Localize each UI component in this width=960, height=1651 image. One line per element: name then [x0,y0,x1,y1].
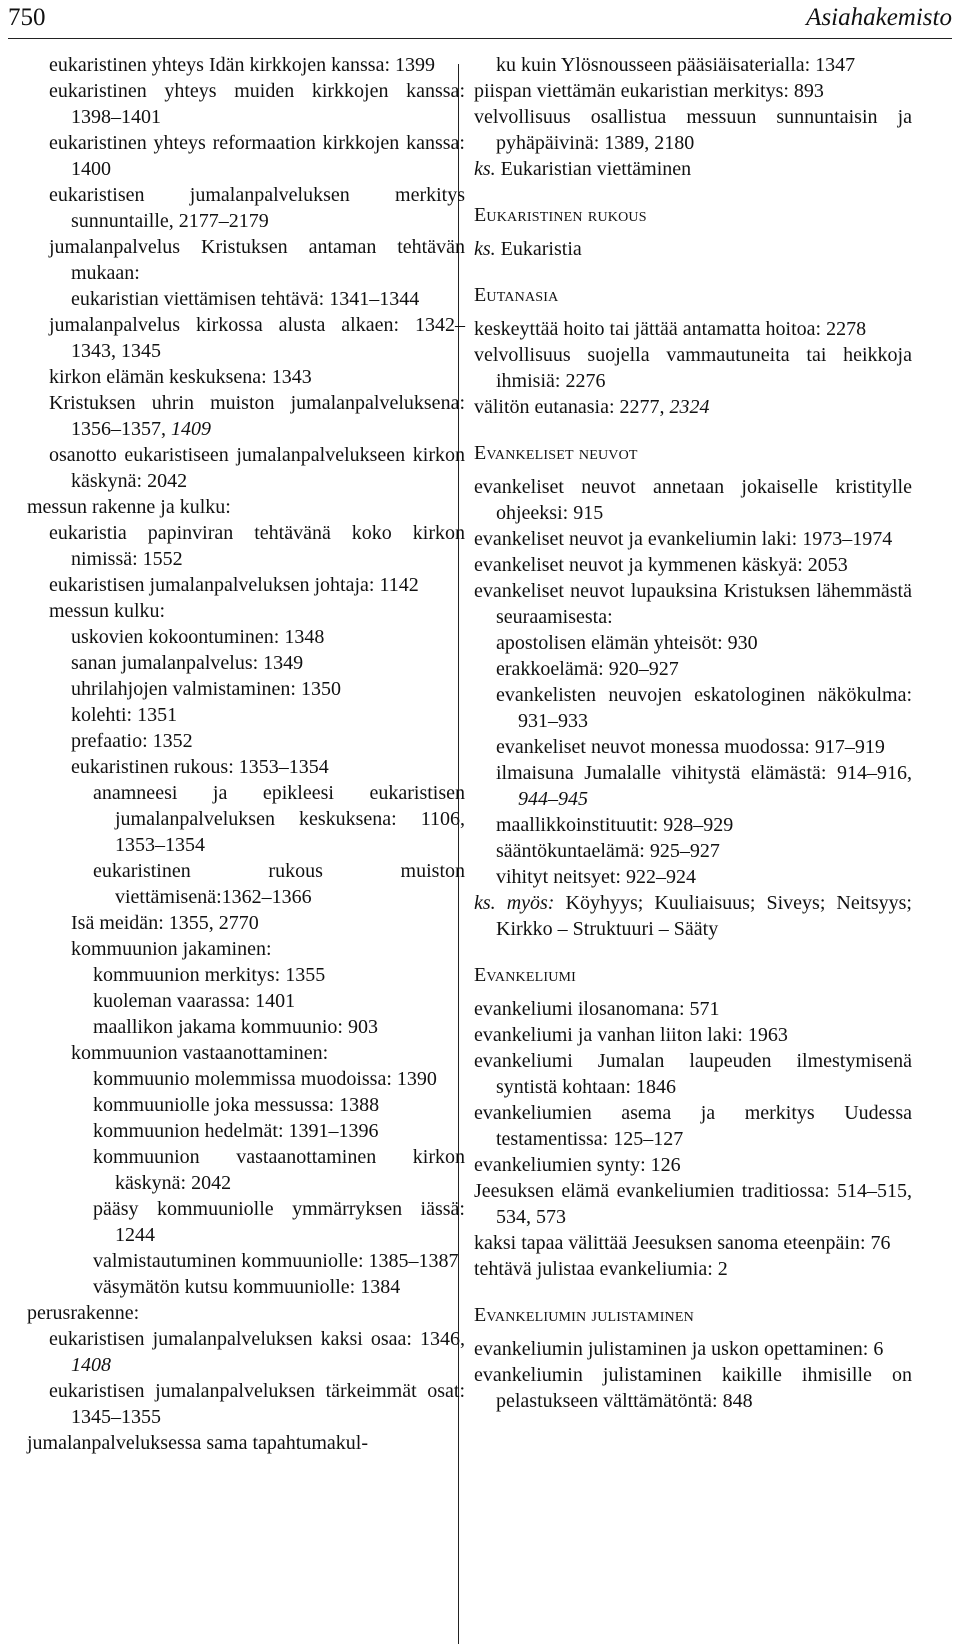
index-entry [27,858,465,910]
index-entry [474,342,912,394]
index-entry [27,702,465,728]
index-entry [474,316,912,342]
index-entry-text: Köyhyys; Kuuliaisuus; Siveys; Neitsyys; Kirkko – Struktuuri – Sääty [496,892,912,940]
index-entry [27,754,465,780]
index-entry [27,494,465,520]
index-entry-italic-text: 1409 [171,418,211,440]
index-entry [27,988,465,1014]
index-entry-text: evankeliumin julistaminen ja uskon opettaminen: 6 [474,1338,884,1360]
index-entry-text: evankelisten neuvojen eskatologinen näkökulma: 931–933 [496,684,912,732]
index-entry [27,598,465,624]
index-entry [474,52,912,78]
index-entry-text: kommuunion merkitys: 1355 [93,964,326,986]
index-entry-text: vihityt neitsyet: 922–924 [496,866,696,888]
index-entry-text: evankeliumien synty: 126 [474,1154,681,1176]
index-entry [27,312,465,364]
index-entry-text: kommuunio molemmissa muodoissa: 1390 [93,1068,437,1090]
index-entry-text: maallikon jakama kommuunio: 903 [93,1016,378,1038]
index-entry [474,1100,912,1152]
index-entry [474,996,912,1022]
index-entry-text: eukaristinen yhteys muiden kirkkojen kanssa: 1398–1401 [49,80,465,128]
index-entry-text: uskovien kokoontuminen: 1348 [71,626,325,648]
index-entry-text: Kristuksen uhrin muiston jumalanpalveluksena: 1356–1357, [49,392,465,440]
index-entry [27,1040,465,1066]
index-column-right [474,52,912,1414]
index-entry [27,650,465,676]
index-entry [27,676,465,702]
index-entry-text: pääsy kommuuniolle ymmärryksen iässä: 1244 [93,1198,465,1246]
index-entry-text: ku kuin Ylösnousseen pääsiäisaterialla: 1347 [496,54,856,76]
index-entry-text: jumalanpalvelus kirkossa alusta alkaen: 1342–1343, 1345 [49,314,465,362]
index-entry [474,890,912,942]
index-entry [474,156,912,182]
index-entry [474,1230,912,1256]
index-entry [27,182,465,234]
index-entry-text: velvollisuus suojella vammautuneita tai heikkoja ihmisiä: 2276 [474,344,912,392]
index-entry [27,1248,465,1274]
index-entry [474,394,912,420]
index-heading: Eukaristinen rukous [474,204,647,226]
index-entry [474,630,912,656]
index-entry-text: jumalanpalveluksessa sama tapahtumakul- [27,1432,369,1454]
index-entry [27,624,465,650]
index-entry-text: evankeliset neuvot lupauksina Kristuksen lähemmästä seuraamisesta: [474,580,912,628]
index-entry [474,1362,912,1414]
index-entry [474,682,912,734]
index-entry-text: osanotto eukaristiseen jumalanpalvelukseen kirkon käskynä: 2042 [49,444,465,492]
index-entry-text: valmistautuminen kommuuniolle: 1385–1387 [93,1250,459,1272]
index-entry [27,1430,465,1456]
index-entry-text: evankeliset neuvot annetaan jokaiselle kristitylle ohjeeksi: 915 [474,476,912,524]
index-entry [27,1326,465,1378]
index-entry [27,286,465,312]
index-heading: Evankeliset neuvot [474,442,638,464]
index-entry [474,1048,912,1100]
page-header [8,4,952,39]
index-entry-text: kommuunion jakaminen: [71,938,272,960]
index-entry-text: välitön eutanasia: 2277, [474,396,670,418]
index-entry [27,1378,465,1430]
index-entry-text: evankeliumi Jumalan laupeuden ilmestymisenä syntistä kohtaan: 1846 [474,1050,912,1098]
index-entry [27,130,465,182]
index-entry [27,234,465,286]
index-entry-text: kommuuniolle joka messussa: 1388 [93,1094,380,1116]
index-entry-text: apostolisen elämän yhteisöt: 930 [496,632,758,654]
index-entry [27,728,465,754]
index-entry [27,520,465,572]
index-entry-text: eukaristisen jumalanpalveluksen kaksi osaa: 1346, [49,1328,465,1350]
index-entry [474,1178,912,1230]
index-entry-text: piispan viettämän eukaristian merkitys: 893 [474,80,824,102]
index-entry [474,838,912,864]
index-entry [27,1118,465,1144]
index-entry-text: evankeliumin julistaminen kaikille ihmisille on pelastukseen välttämätöntä: 848 [474,1364,912,1412]
index-entry-text: evankeliumi ja vanhan liiton laki: 1963 [474,1024,788,1046]
index-entry-text: kuoleman vaarassa: 1401 [93,990,296,1012]
index-entry-italic-text: ks. myös: [474,892,555,914]
index-entry-text: Jeesuksen elämä evankeliumien traditiossa: 514–515, 534, 573 [474,1180,912,1228]
index-entry [474,656,912,682]
index-entry-italic-text: 944–945 [518,788,588,810]
index-entry-text: eukaristian viettämisen tehtävä: 1341–1344 [71,288,420,310]
index-entry-text: kommuunion hedelmät: 1391–1396 [93,1120,379,1142]
index-entry [27,1144,465,1196]
index-entry-text: velvollisuus osallistua messuun sunnuntaisin ja pyhäpäivinä: 1389, 2180 [474,106,912,154]
index-entry-text: kirkon elämän keskuksena: 1343 [49,366,312,388]
index-entry [27,962,465,988]
index-entry [474,236,912,262]
index-entry-text: maallikkoinstituutit: 928–929 [496,814,734,836]
index-entry [27,936,465,962]
index-entry-text: Eukaristia [495,238,582,260]
index-entry-text: eukaristinen yhteys reformaation kirkkojen kanssa: 1400 [49,132,465,180]
index-entry [474,760,912,812]
index-heading: Evankeliumin julistaminen [474,1304,694,1326]
index-entry-text: perusrakenne: [27,1302,140,1324]
index-entry [474,734,912,760]
index-entry-text: kolehti: 1351 [71,704,178,726]
index-entry [27,780,465,858]
index-entry-text: uhrilahjojen valmistaminen: 1350 [71,678,341,700]
index-entry [474,1152,912,1178]
index-entry [27,1014,465,1040]
index-entry-text: eukaristinen yhteys Idän kirkkojen kanssa: 1399 [49,54,436,76]
index-entry-text: sanan jumalanpalvelus: 1349 [71,652,304,674]
index-heading: Eutanasia [474,284,559,306]
index-entry-text: jumalanpalvelus Kristuksen antaman tehtävän mukaan: [49,236,465,284]
index-entry-text: evankeliset neuvot ja kymmenen käskyä: 2053 [474,554,848,576]
index-entry-text: Eukaristian viettäminen [495,158,692,180]
index-entry-text: eukaristinen rukous: 1353–1354 [71,756,329,778]
index-entry [474,552,912,578]
index-entry [474,526,912,552]
index-entry-text: messun kulku: [49,600,166,622]
index-entry [474,78,912,104]
index-entry [27,442,465,494]
index-entry-text: anamneesi ja epikleesi eukaristisen jumalanpalveluksen keskuksena: 1106, 1353–1354 [93,782,465,856]
index-entry [474,1336,912,1362]
index-entry [27,1274,465,1300]
index-entry [27,1092,465,1118]
index-entry [474,474,912,526]
index-entry-text: kommuunion vastaanottaminen: [71,1042,329,1064]
index-entry [474,812,912,838]
index-entry-italic-text: ks. [474,238,496,260]
index-entry [27,572,465,598]
index-heading: Evankeliumi [474,964,577,986]
index-entry [474,864,912,890]
index-entry-text: evankeliset neuvot monessa muodossa: 917–919 [496,736,885,758]
running-title: Asiahakemisto [806,4,952,31]
index-entry [27,364,465,390]
index-column-left [27,52,465,1456]
index-entry [474,104,912,156]
page-number: 750 [8,4,46,31]
index-entry [27,1300,465,1326]
index-entry-italic-text: 2324 [669,396,710,418]
index-entry-italic-text: 1408 [71,1354,111,1376]
index-entry-text: messun rakenne ja kulku: [27,496,231,518]
index-entry-text: kommuunion vastaanottaminen kirkon käskynä: 2042 [93,1146,465,1194]
index-entry [27,390,465,442]
index-entry-text: keskeyttää hoito tai jättää antamatta hoitoa: 2278 [474,318,867,340]
index-entry-text: erakkoelämä: 920–927 [496,658,679,680]
index-entry [27,910,465,936]
index-entry-text: ilmaisuna Jumalalle vihitystä elämästä: 914–916, [496,762,912,784]
index-entry [27,52,465,78]
index-entry [27,1066,465,1092]
index-entry-text: eukaristia papinviran tehtävänä koko kirkon nimissä: 1552 [49,522,465,570]
index-entry [27,78,465,130]
index-entry-text: väsymätön kutsu kommuuniolle: 1384 [93,1276,401,1298]
index-entry-text: kaksi tapaa välittää Jeesuksen sanoma eteenpäin: 76 [474,1232,891,1254]
index-entry [474,1022,912,1048]
index-entry-text: sääntökuntaelämä: 925–927 [496,840,720,862]
index-entry [474,1256,912,1282]
index-entry-text: Isä meidän: 1355, 2770 [71,912,259,934]
index-entry [27,1196,465,1248]
index-entry-text: evankeliumien asema ja merkitys Uudessa testamentissa: 125–127 [474,1102,912,1150]
index-entry-text: eukaristisen jumalanpalveluksen merkitys sunnuntaille, 2177–2179 [49,184,465,232]
index-entry-text: prefaatio: 1352 [71,730,193,752]
index-entry-text: tehtävä julistaa evankeliumia: 2 [474,1258,728,1280]
index-entry-text: eukaristinen rukous muiston viettämisenä:1362–1366 [93,860,465,908]
index-entry [474,578,912,630]
index-entry-text: evankeliumi ilosanomana: 571 [474,998,720,1020]
index-entry-text: eukaristisen jumalanpalveluksen johtaja: 1142 [49,574,419,596]
index-entry-text: evankeliset neuvot ja evankeliumin laki: 1973–1974 [474,528,893,550]
index-entry-italic-text: ks. [474,158,496,180]
index-entry-text: eukaristisen jumalanpalveluksen tärkeimmät osat: 1345–1355 [49,1380,465,1428]
